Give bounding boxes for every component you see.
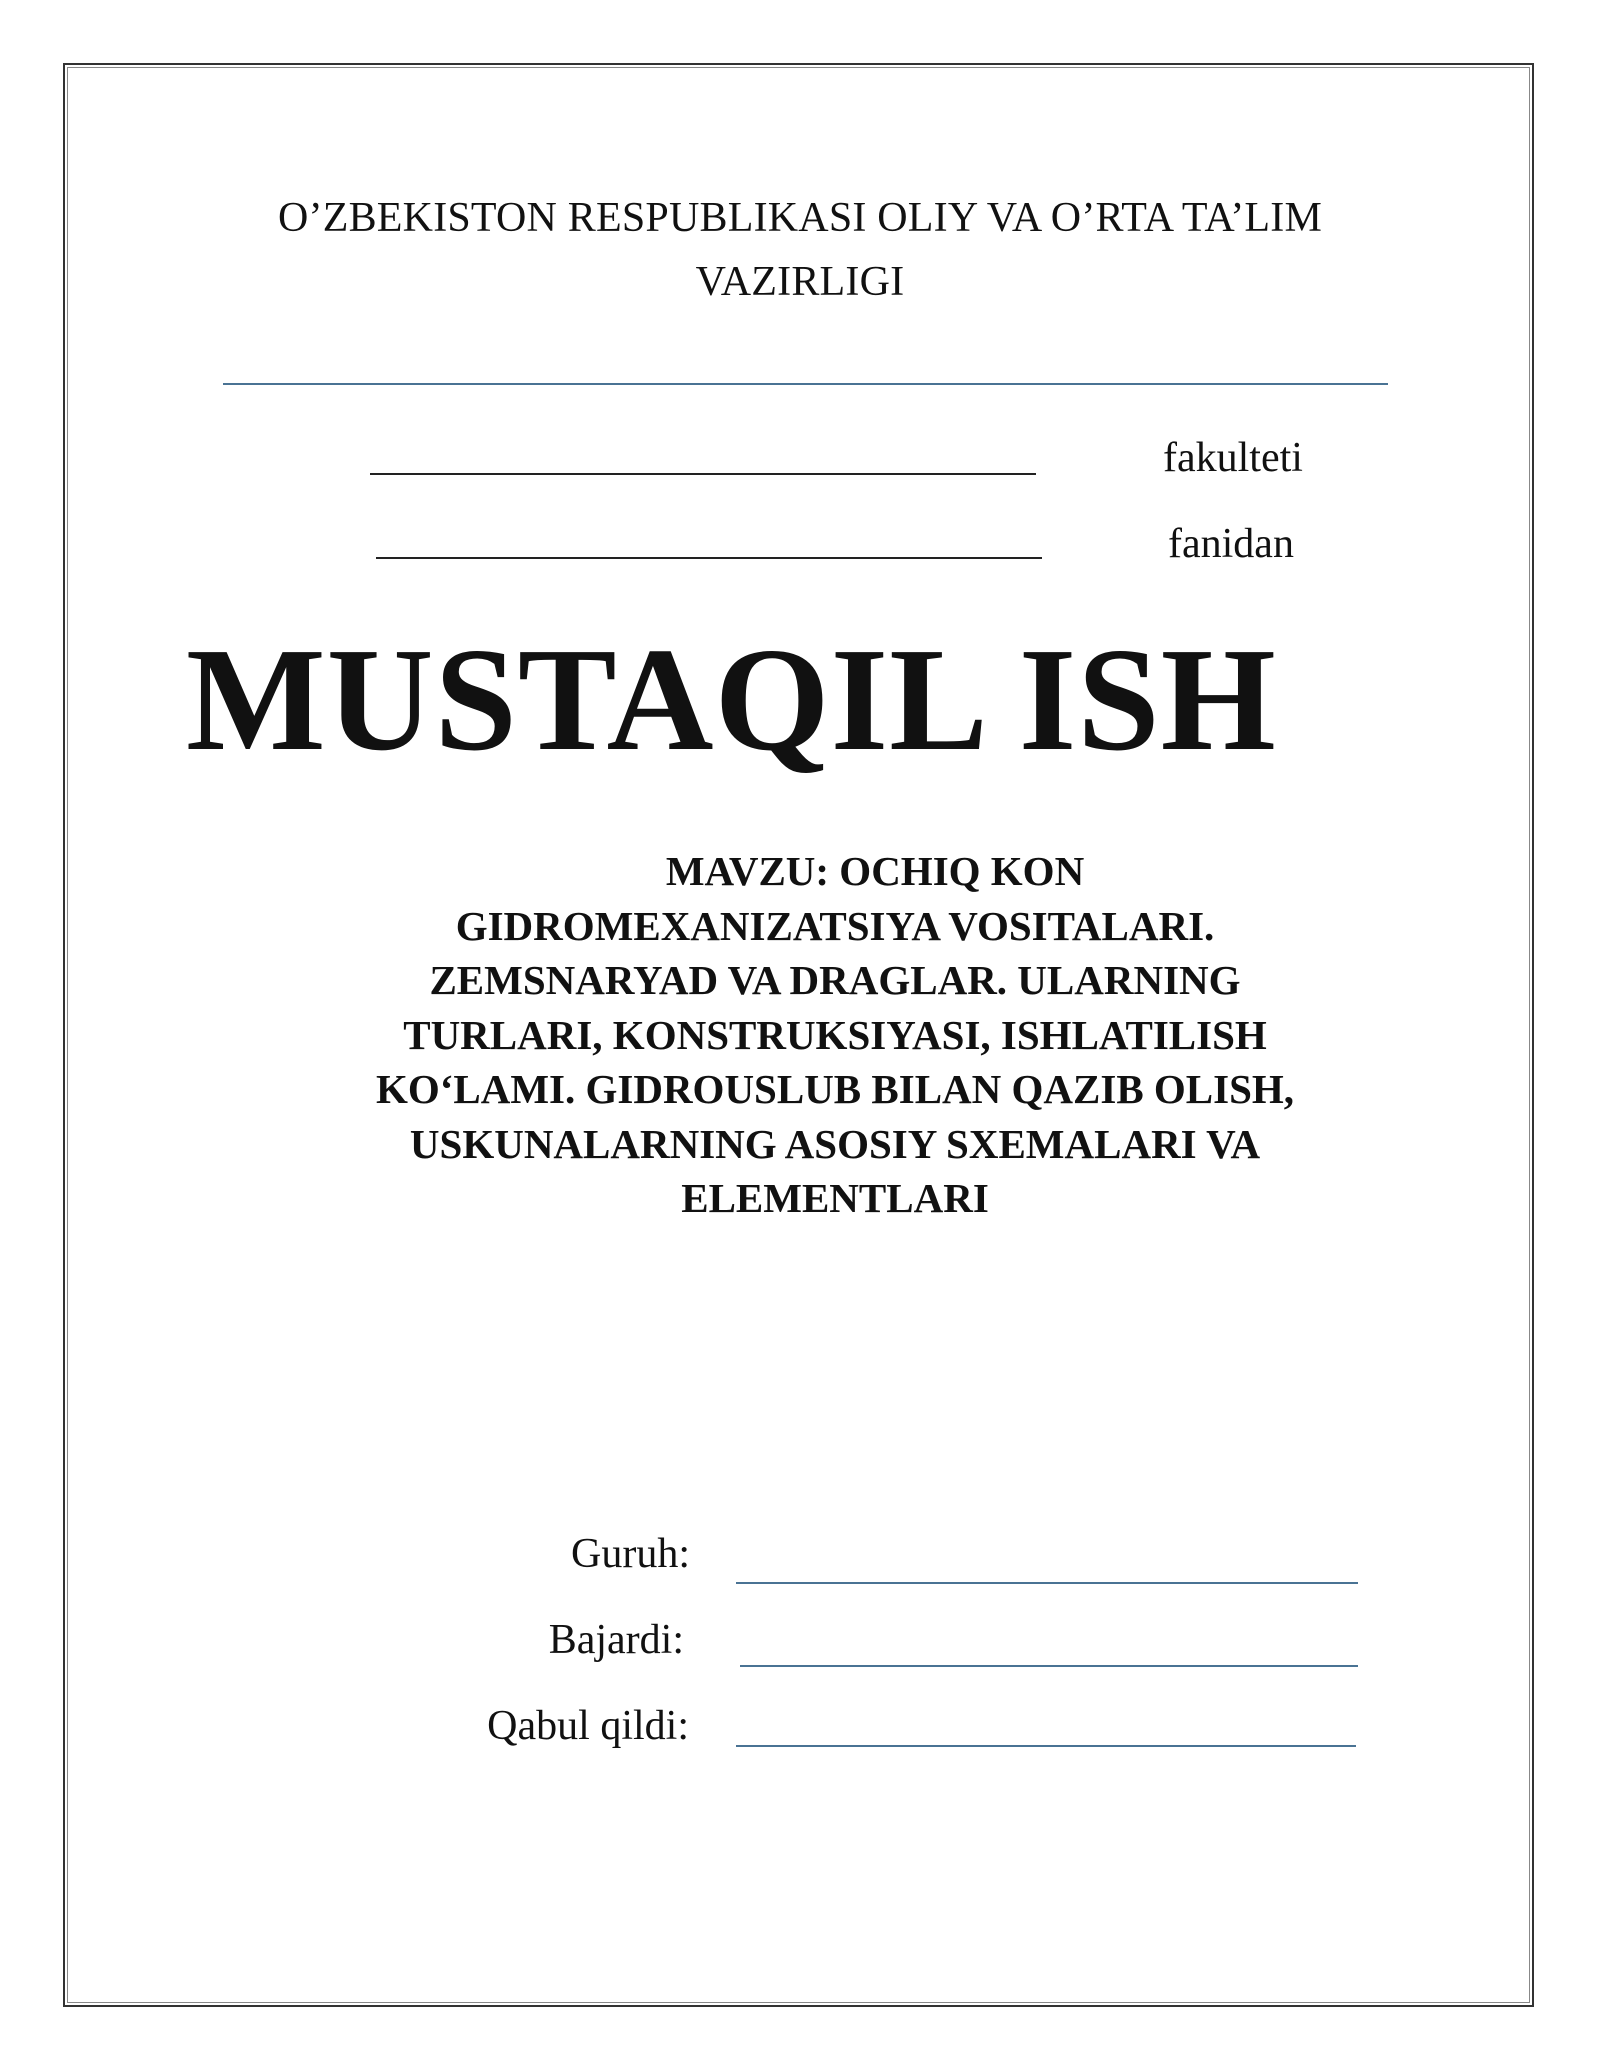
topic-line-7: ELEMENTLARI (681, 1175, 989, 1221)
done-by-label: Bajardi: (548, 1617, 684, 1663)
topic-block (290, 844, 1380, 1226)
topic-line-6: USKUNALARNING ASOSIY SXEMALARI VA (409, 1120, 1261, 1167)
topic-line-4: TURLARI, KONSTRUKSIYASI, ISHLATILISH (403, 1011, 1267, 1058)
topic-line-1: MAVZU: OCHIQ KON (665, 848, 1085, 894)
topic-line-2: GIDROMEXANIZATSIYA VOSITALARI. (455, 902, 1215, 949)
faculty-blank-line[interactable] (370, 473, 1036, 475)
done-by-field-line[interactable] (740, 1665, 1358, 1667)
institution-blank-line[interactable] (223, 383, 1388, 385)
group-field-line[interactable] (736, 1582, 1358, 1584)
topic-line-5: KO‘LAMI. GIDROUSLUB BILAN QAZIB OLISH, (375, 1066, 1295, 1112)
accepted-by-label: Qabul qildi: (487, 1703, 689, 1749)
subject-blank-line[interactable] (376, 557, 1042, 559)
ministry-header (150, 186, 1450, 314)
topic-line-3: ZEMSNARYAD VA DRAGLAR. ULARNING (429, 957, 1241, 1003)
main-title: MUSTAQIL ISH (186, 618, 1277, 782)
accepted-by-field-line[interactable] (736, 1745, 1356, 1747)
group-label: Guruh: (571, 1531, 690, 1577)
ministry-line-1: O’ZBEKISTON RESPUBLIKASI OLIY VA O’RTA TA’LIM (278, 195, 1322, 241)
subject-label: fanidan (1168, 521, 1294, 567)
ministry-line-2: VAZIRLIGI (695, 259, 905, 305)
faculty-label: fakulteti (1163, 435, 1303, 481)
